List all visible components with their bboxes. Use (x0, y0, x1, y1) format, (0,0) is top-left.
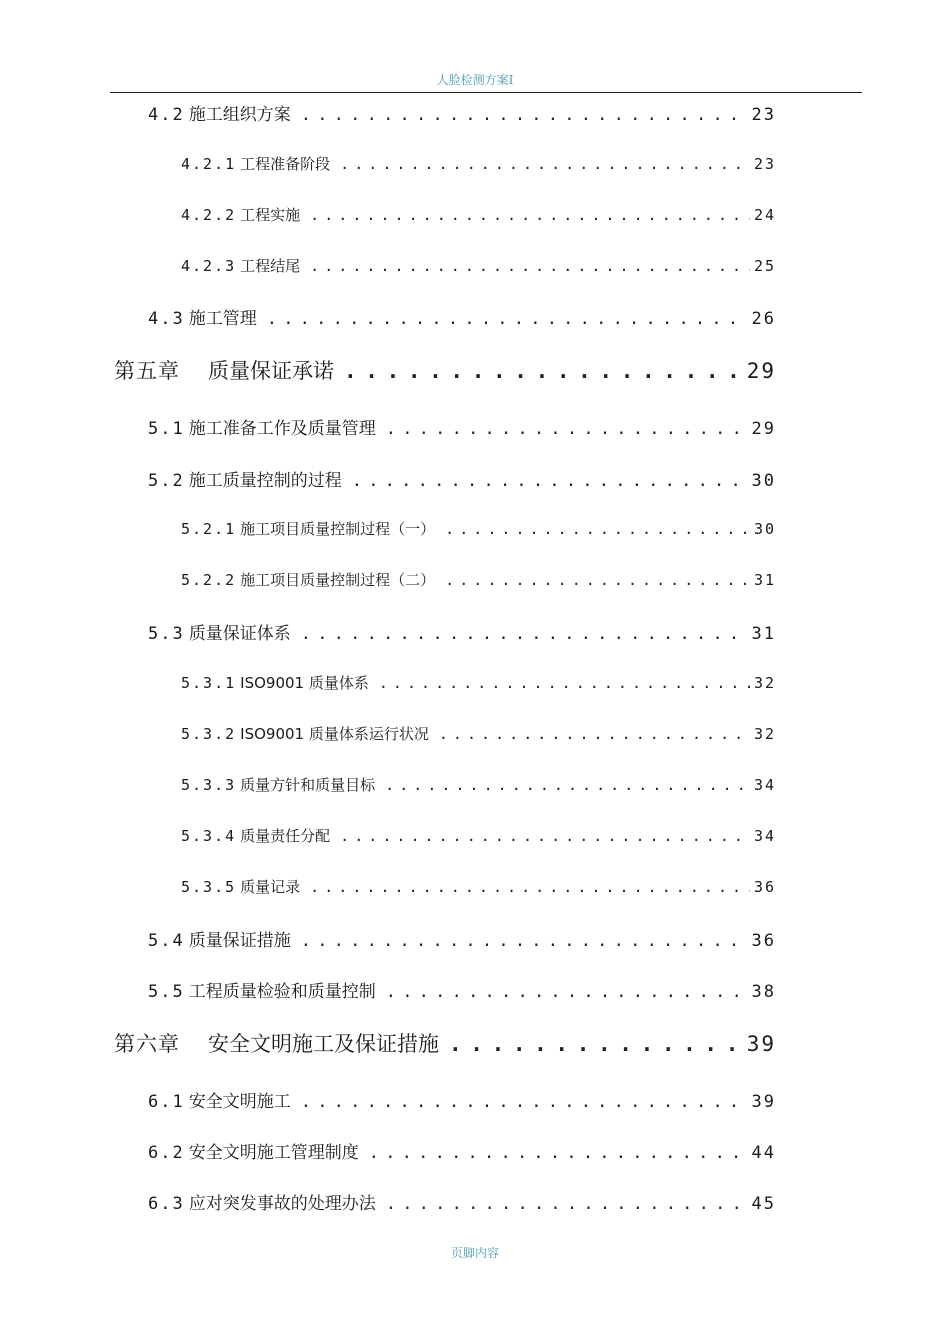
toc-entry-title: ISO9001 质量体系 (240, 674, 369, 692)
toc-entry-page: 38 (751, 982, 776, 1002)
toc-entry-page: 32 (753, 725, 776, 743)
toc-entry-number: 5.1 (148, 419, 185, 439)
toc-entry-number: 5.3.3 (181, 776, 237, 794)
toc-entry-title: 施工准备工作及质量管理 (188, 419, 376, 439)
toc-entry[interactable] (181, 518, 776, 539)
toc-entry-title: 工程实施 (240, 206, 301, 224)
toc-entry-number: 5.3.4 (181, 827, 237, 845)
toc-entry-title: 质量记录 (240, 878, 301, 896)
toc-entry-title: 安全文明施工管理制度 (188, 1143, 359, 1163)
toc-entry-page: 39 (746, 1032, 776, 1056)
toc-entry[interactable] (181, 774, 776, 795)
toc-dot-leader (340, 155, 750, 173)
toc-entry[interactable] (181, 153, 776, 174)
toc-entry[interactable] (181, 204, 776, 225)
toc-entry-title: 质量保证承诺 (208, 359, 334, 383)
toc-dot-leader (344, 359, 743, 383)
toc-entry-title: 工程质量检验和质量控制 (188, 982, 376, 1002)
toc-entry-number: 6.1 (148, 1092, 185, 1112)
toc-entry-title: 施工项目质量控制过程（二） (240, 571, 436, 589)
toc-entry-number: 5.3.2 (181, 725, 237, 743)
toc-entry-number: 5.3.5 (181, 878, 237, 896)
toc-dot-leader (386, 419, 748, 439)
toc-entry-number: 5.3 (148, 624, 185, 644)
toc-entry-number: 6.3 (148, 1194, 185, 1214)
toc-entry[interactable] (181, 723, 776, 744)
toc-entry-title: 施工项目质量控制过程（一） (240, 520, 436, 538)
toc-dot-leader (385, 776, 750, 794)
toc-entry-title: 施工质量控制的过程 (188, 471, 342, 491)
toc-dot-leader (369, 1143, 748, 1163)
toc-entry-page: 29 (746, 359, 776, 383)
toc-entry-number: 5.5 (148, 982, 185, 1002)
toc-dot-leader (379, 674, 750, 692)
toc-entry-number: 5.3.1 (181, 674, 237, 692)
toc-entry-number: 第五章 (114, 359, 180, 383)
toc-entry-title: ISO9001 质量体系运行状况 (240, 725, 429, 743)
toc-entry-number: 4.2.3 (181, 257, 237, 275)
toc-entry[interactable] (148, 977, 776, 1002)
page-header: 人脸检测方案I (436, 73, 514, 87)
toc-entry[interactable] (148, 304, 776, 329)
toc-entry-page: 29 (751, 419, 776, 439)
toc-entry[interactable] (148, 1138, 776, 1163)
toc-dot-leader (310, 257, 750, 275)
toc-entry-number: 4.2.2 (181, 206, 237, 224)
toc-dot-leader (267, 309, 748, 329)
toc-entry[interactable] (181, 569, 776, 590)
toc-dot-leader (310, 878, 750, 896)
toc-entry[interactable] (181, 255, 776, 276)
toc-entry-page: 34 (753, 827, 776, 845)
toc-entry[interactable] (148, 926, 776, 951)
toc-entry-number: 5.2.2 (181, 571, 237, 589)
toc-entry-page: 31 (751, 624, 776, 644)
toc-entry[interactable] (148, 619, 776, 644)
toc-dot-leader (340, 827, 750, 845)
toc-dot-leader (445, 520, 750, 538)
toc-entry-page: 25 (753, 257, 776, 275)
toc-dot-leader (445, 571, 750, 589)
toc-entry[interactable] (148, 1189, 776, 1214)
toc-entry-number: 6.2 (148, 1143, 185, 1163)
toc-entry[interactable] (181, 825, 776, 846)
toc-dot-leader (386, 982, 748, 1002)
toc-entry-number: 4.3 (148, 309, 185, 329)
toc-dot-leader (301, 624, 748, 644)
toc-entry-number: 第六章 (114, 1032, 180, 1056)
toc-entry-number: 4.2.1 (181, 155, 237, 173)
toc-entry-title: 施工组织方案 (188, 105, 291, 125)
toc-dot-leader (310, 206, 750, 224)
toc-entry-page: 30 (751, 471, 776, 491)
toc-dot-leader (301, 105, 748, 125)
toc-entry[interactable] (148, 414, 776, 439)
toc-entry-page: 36 (751, 931, 776, 951)
toc-dot-leader (439, 725, 750, 743)
toc-entry-page: 45 (751, 1194, 776, 1214)
toc-chapter-entry[interactable] (114, 355, 776, 385)
toc-entry-page: 34 (753, 776, 776, 794)
toc-entry[interactable] (181, 672, 776, 693)
toc-entry-title: 质量责任分配 (240, 827, 331, 845)
toc-dot-leader (352, 471, 748, 491)
toc-entry-page: 44 (751, 1143, 776, 1163)
toc-entry-title: 工程结尾 (240, 257, 301, 275)
toc-entry-page: 31 (753, 571, 776, 589)
toc-chapter-entry[interactable] (114, 1028, 776, 1058)
toc-entry[interactable] (148, 1087, 776, 1112)
toc-entry-number: 4.2 (148, 105, 185, 125)
toc-dot-leader (301, 1092, 748, 1112)
toc-entry[interactable] (181, 876, 776, 897)
toc-entry-page: 26 (751, 309, 776, 329)
toc-entry-page: 30 (753, 520, 776, 538)
toc-dot-leader (386, 1194, 748, 1214)
toc-entry-title: 质量保证体系 (188, 624, 291, 644)
toc-entry-title: 安全文明施工及保证措施 (208, 1032, 439, 1056)
toc-entry-page: 23 (751, 105, 776, 125)
toc-entry-title: 质量方针和质量目标 (240, 776, 376, 794)
toc-entry-page: 39 (751, 1092, 776, 1112)
toc-entry-title: 应对突发事故的处理办法 (188, 1194, 376, 1214)
toc-entry-title: 质量保证措施 (188, 931, 291, 951)
page-footer: 页脚内容 (450, 1246, 499, 1260)
toc-entry[interactable] (148, 100, 776, 125)
toc-dot-leader (301, 931, 748, 951)
toc-entry-page: 32 (753, 674, 776, 692)
toc-entry-number: 5.4 (148, 931, 185, 951)
toc-entry[interactable] (148, 466, 776, 491)
toc-entry-page: 24 (753, 206, 776, 224)
toc-entry-title: 施工管理 (188, 309, 257, 329)
toc-entry-number: 5.2 (148, 471, 185, 491)
toc-entry-page: 36 (753, 878, 776, 896)
toc-entry-title: 工程准备阶段 (240, 155, 331, 173)
toc-entry-number: 5.2.1 (181, 520, 237, 538)
toc-entry-page: 23 (753, 155, 776, 173)
toc-dot-leader (449, 1032, 743, 1056)
toc-entry-title: 安全文明施工 (188, 1092, 291, 1112)
